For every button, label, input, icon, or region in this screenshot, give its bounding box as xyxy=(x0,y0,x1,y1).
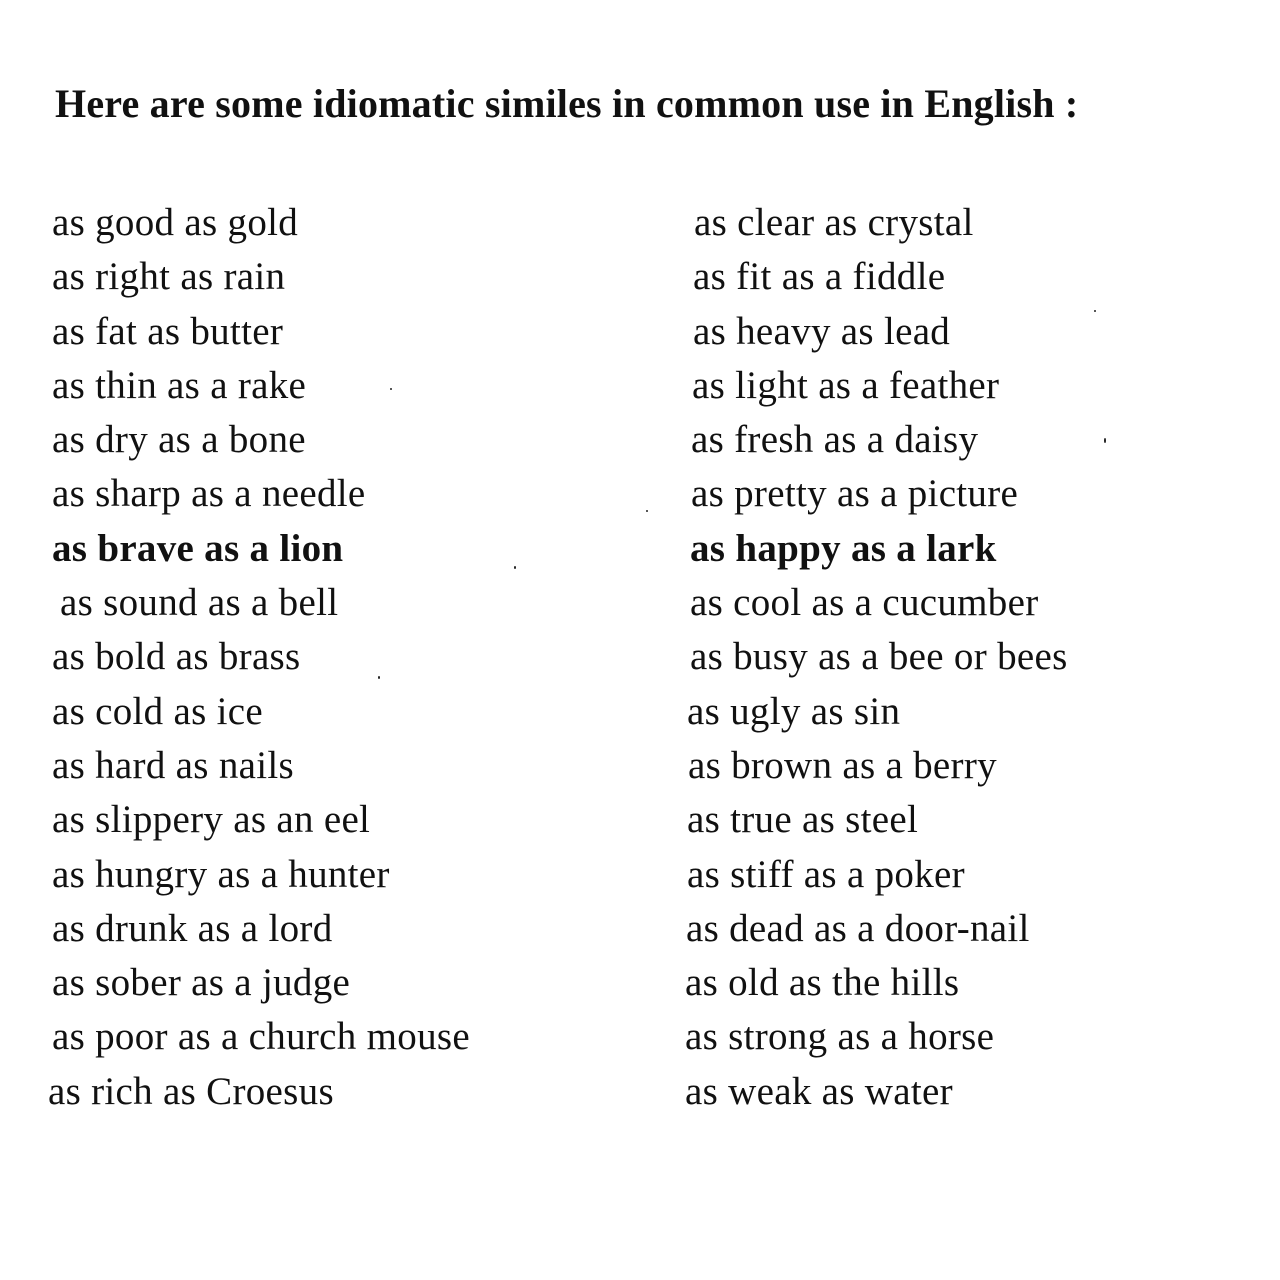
simile-item: as brown as a berry xyxy=(688,743,997,787)
simile-item: as pretty as a picture xyxy=(691,472,1019,516)
simile-item: as cool as a cucumber xyxy=(690,581,1039,625)
simile-item: as bold as brass xyxy=(52,635,301,679)
simile-item: as old as the hills xyxy=(685,961,960,1005)
intro-heading: Here are some idiomatic similes in common use in English : xyxy=(55,81,1079,126)
simile-item: as hungry as a hunter xyxy=(52,852,390,896)
scan-speck xyxy=(1094,310,1096,312)
simile-item: as ugly as sin xyxy=(687,689,901,733)
simile-item: as drunk as a lord xyxy=(52,906,333,950)
simile-item: as brave as a lion xyxy=(52,526,344,570)
simile-item: as good as gold xyxy=(52,201,299,244)
simile-item: as dry as a bone xyxy=(52,418,306,462)
simile-item: as slippery as an eel xyxy=(52,798,371,842)
simile-item: as strong as a horse xyxy=(685,1015,995,1059)
similes-right-column xyxy=(685,196,1270,1119)
simile-item: as fat as butter xyxy=(52,309,284,353)
simile-item: as sober as a judge xyxy=(52,961,351,1005)
simile-item: as sound as a bell xyxy=(60,581,339,625)
simile-item: as fresh as a daisy xyxy=(691,418,979,462)
scan-speck xyxy=(514,566,516,569)
scan-speck xyxy=(390,388,392,390)
simile-item: as true as steel xyxy=(687,798,919,842)
simile-item: as dead as a door-nail xyxy=(686,906,1030,950)
simile-item: as clear as crystal xyxy=(694,201,974,244)
similes-left-column xyxy=(48,196,652,1119)
simile-item: as rich as Croesus xyxy=(48,1069,334,1113)
simile-item: as hard as nails xyxy=(52,743,294,787)
simile-item: as busy as a bee or bees xyxy=(690,635,1068,679)
simile-item: as cold as ice xyxy=(52,689,264,733)
simile-item: as weak as water xyxy=(685,1069,953,1113)
simile-item: as stiff as a poker xyxy=(687,852,965,896)
scan-speck xyxy=(1104,438,1106,443)
simile-item: as poor as a church mouse xyxy=(52,1015,470,1059)
simile-item: as right as rain xyxy=(52,255,286,299)
simile-item: as happy as a lark xyxy=(690,526,997,570)
simile-item: as thin as a rake xyxy=(52,363,307,407)
simile-item: as sharp as a needle xyxy=(52,472,366,516)
scan-speck xyxy=(378,676,380,679)
scan-speck xyxy=(646,510,648,512)
simile-item: as light as a feather xyxy=(692,363,1000,407)
simile-item: as heavy as lead xyxy=(693,309,951,353)
simile-item: as fit as a fiddle xyxy=(693,255,946,299)
